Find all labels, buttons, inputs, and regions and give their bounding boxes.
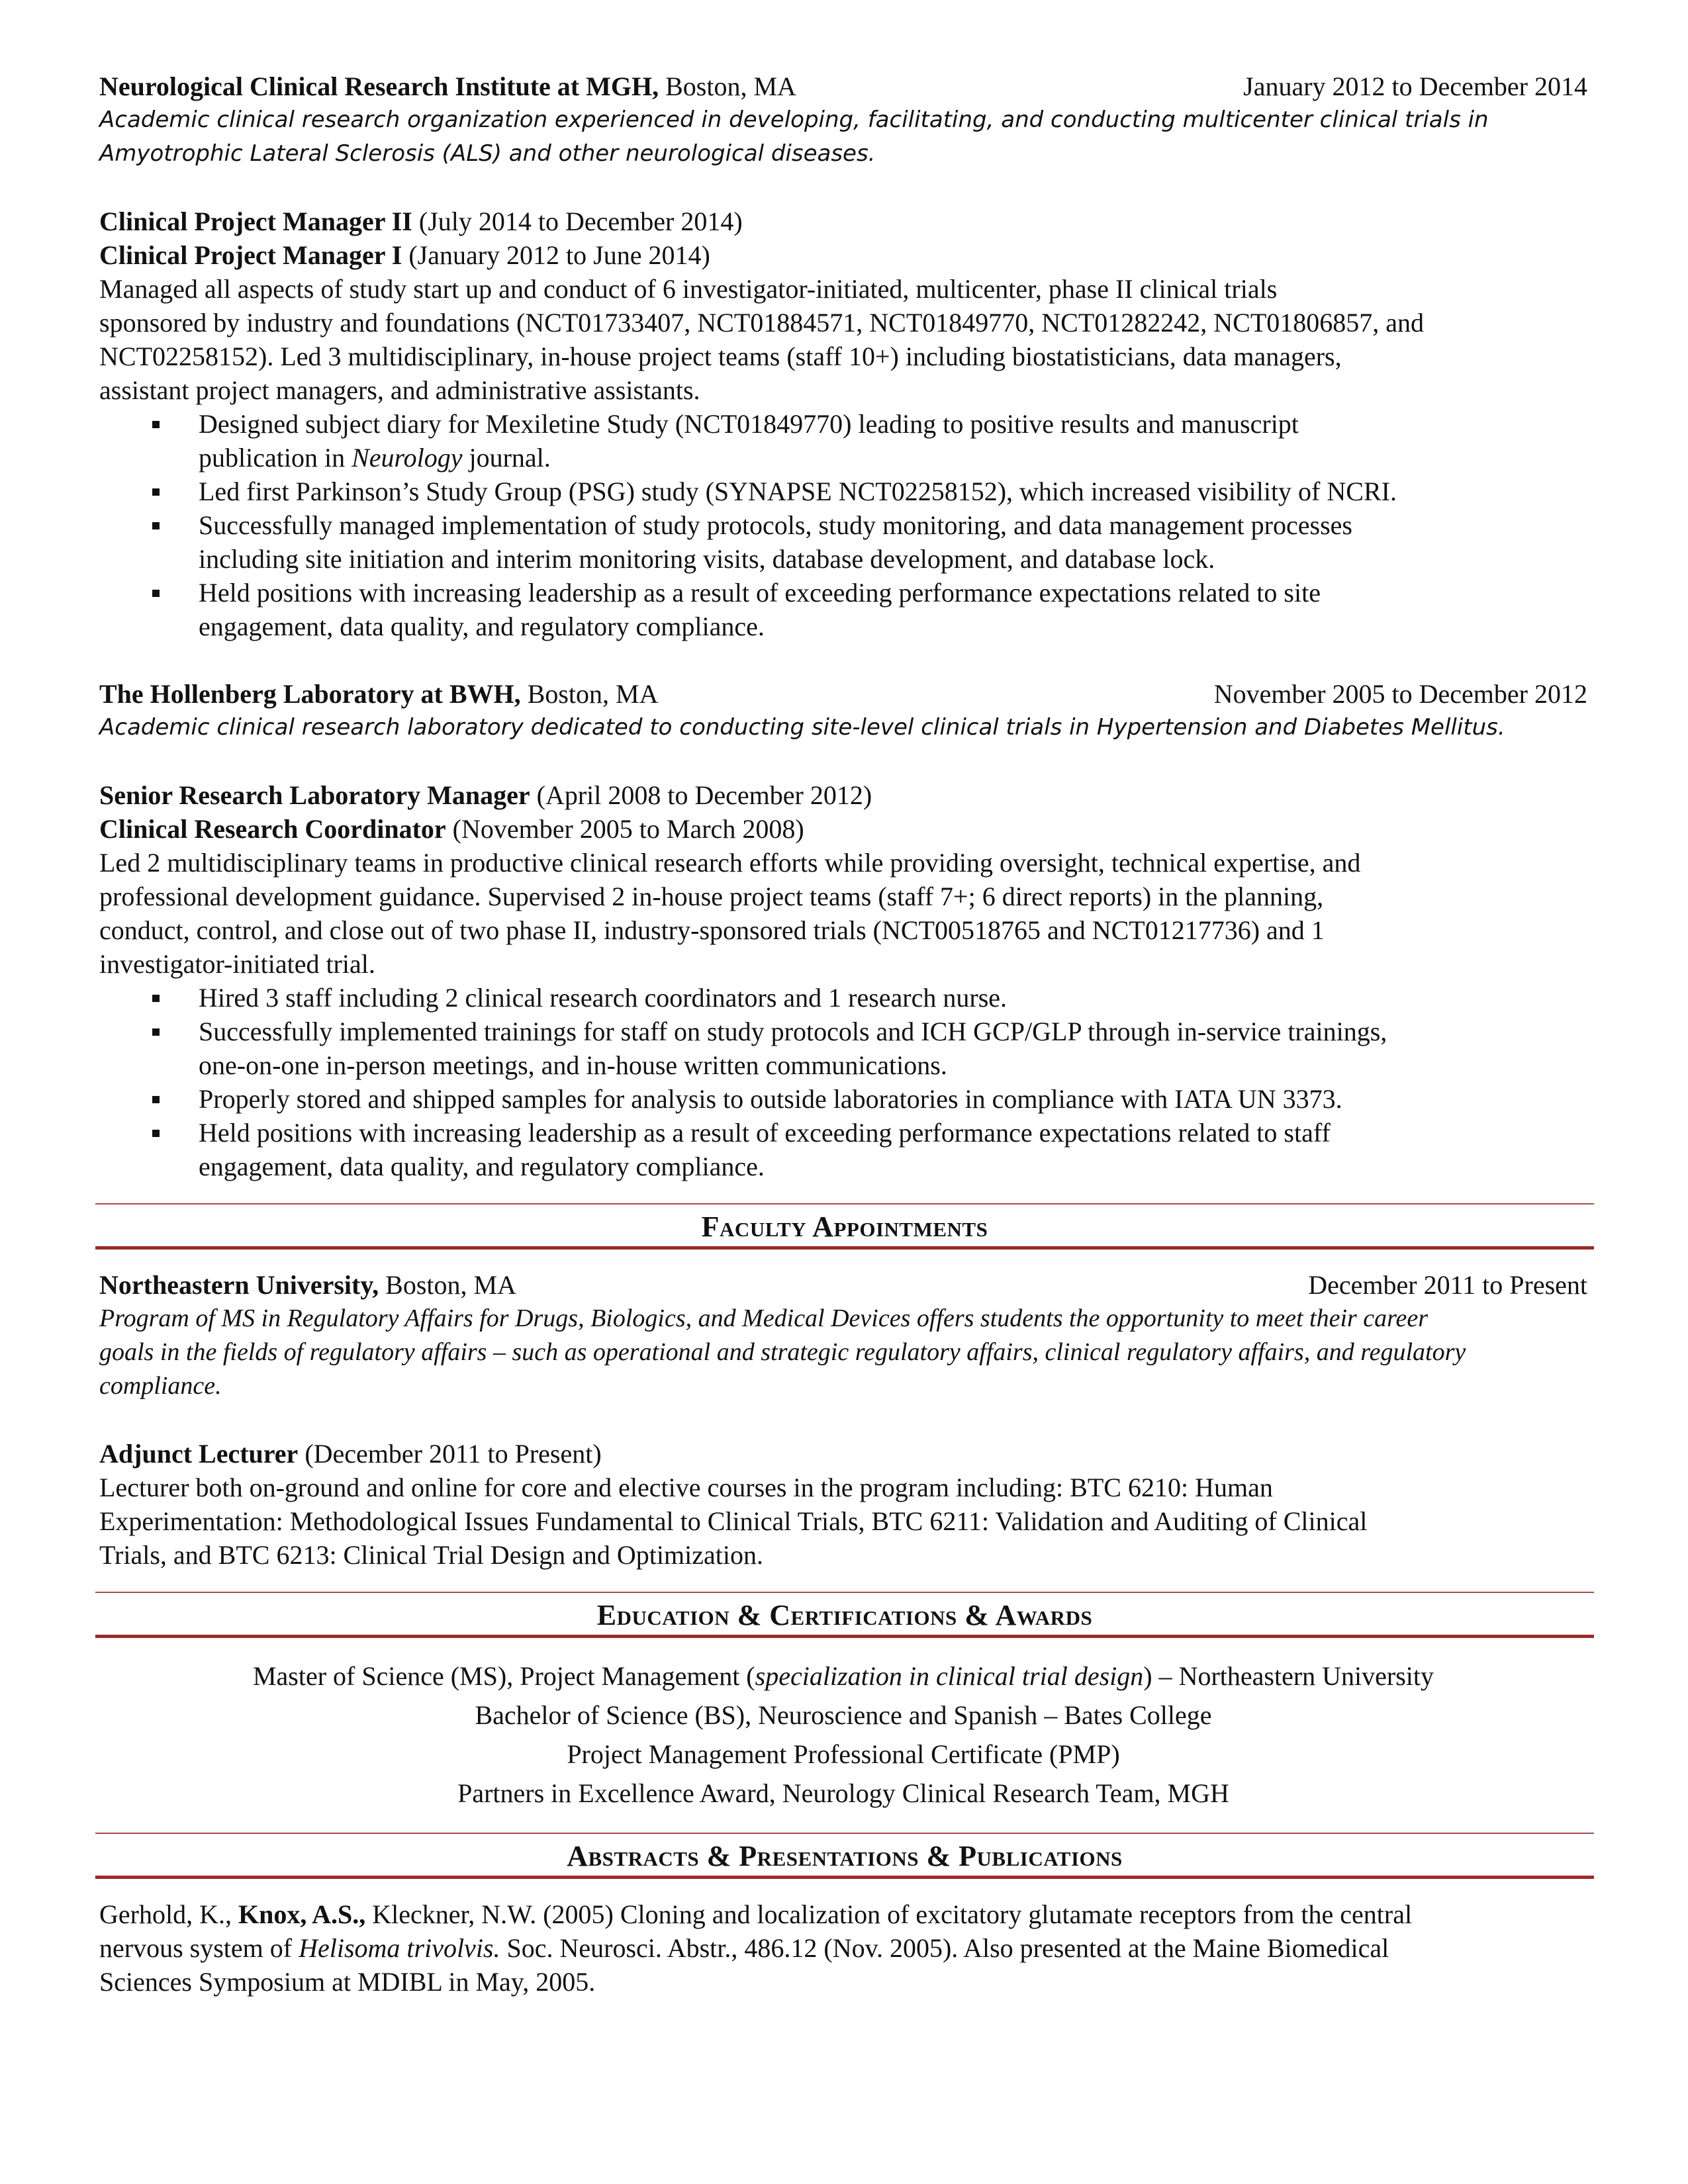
text: Gerhold, K., xyxy=(99,1899,238,1929)
ncri-role-2-dates: (January 2012 to June 2014) xyxy=(402,240,710,270)
publication-line-1 xyxy=(99,1897,1587,1931)
award-partners: Partners in Excellence Award, Neurology Clinical Research Team, MGH xyxy=(457,1778,1229,1808)
education-bs: Bachelor of Science (BS), Neuroscience and Spanish – Bates College xyxy=(475,1700,1212,1730)
hollenberg-org xyxy=(99,677,658,711)
northeastern-description-line: goals in the fields of regulatory affairs – such as operational and strategic regulatory affairs, clinical regulatory affairs, and regulatory xyxy=(99,1338,1466,1366)
hollenberg-role-1 xyxy=(99,778,1587,812)
ms-specialization: specialization in clinical trial design xyxy=(755,1661,1144,1691)
ncri-dates: January 2012 to December 2014 xyxy=(1243,71,1587,101)
ncri-bullet-1-line-2 xyxy=(199,441,1587,475)
ncri-location: Boston, MA xyxy=(659,71,796,101)
certification-pmp: Project Management Professional Certificate (PMP) xyxy=(567,1739,1120,1769)
hollenberg-summary-line: professional development guidance. Supervised 2 in-house project teams (staff 7+; 6 direct reports) in the planning, xyxy=(99,882,1324,911)
ncri-org xyxy=(99,69,796,103)
ncri-summary-line: assistant project managers, and administrative assistants. xyxy=(99,375,700,405)
hollenberg-bullet-4-line-2: engagement, data quality, and regulatory compliance. xyxy=(199,1152,765,1181)
ncri-description-1: Academic clinical research organization experienced in developing, facilitating, and conducting multicenter clinical trials in xyxy=(99,107,1489,133)
text: Soc. Neurosci. Abstr., 486.12 (Nov. 2005). Also presented at the Maine Biomedical xyxy=(500,1933,1389,1963)
hollenberg-location: Boston, MA xyxy=(520,679,659,709)
ncri-header xyxy=(99,69,1587,103)
text: Master of Science (MS), Project Management ( xyxy=(252,1661,755,1691)
ncri-bullet-2 xyxy=(199,475,1587,508)
hollenberg-dates: November 2005 to December 2012 xyxy=(1213,679,1587,709)
education-ms xyxy=(99,1657,1587,1696)
hollenberg-bullet-2 xyxy=(199,1015,1587,1082)
northeastern-description-line: compliance. xyxy=(99,1372,222,1400)
northeastern-description-line: Program of MS in Regulatory Affairs for Drugs, Biologics, and Medical Devices offers students the opportunity to meet their career xyxy=(99,1304,1429,1332)
publications-heading: Abstracts & Presentations & Publications xyxy=(95,1833,1594,1879)
hollenberg-role-1-dates: (April 2008 to December 2012) xyxy=(530,780,872,810)
northeastern-summary-line: Experimentation: Methodological Issues Fundamental to Clinical Trials, BTC 6211: Validation and Auditing of Clinical xyxy=(99,1506,1368,1536)
northeastern-summary-line: Trials, and BTC 6213: Clinical Trial Design and Optimization. xyxy=(99,1540,763,1570)
faculty-appointments-heading: Faculty Appointments xyxy=(95,1203,1594,1250)
northeastern-header xyxy=(99,1268,1587,1302)
education-heading: Education & Certifications & Awards xyxy=(95,1592,1594,1638)
ncri-description-2: Amyotrophic Lateral Sclerosis (ALS) and other neurological diseases. xyxy=(99,140,876,167)
text: Kleckner, N.W. (2005) Cloning and localization of excitatory glutamate receptors from the central xyxy=(365,1899,1413,1929)
education-list xyxy=(99,1657,1587,1813)
hollenberg-summary-line: Led 2 multidisciplinary teams in productive clinical research efforts while providing oversight, technical expertise, and xyxy=(99,848,1361,878)
northeastern-role-dates: (December 2011 to Present) xyxy=(298,1439,602,1469)
northeastern-role-title: Adjunct Lecturer xyxy=(99,1439,299,1469)
hollenberg-bullet-3 xyxy=(199,1082,1587,1116)
hollenberg-bullet-3-line-1: Properly stored and shipped samples for analysis to outside laboratories in compliance with IATA UN 3373. xyxy=(199,1084,1342,1114)
hollenberg-bullet-1 xyxy=(199,981,1587,1015)
hollenberg-description: Academic clinical research laboratory dedicated to conducting site-level clinical trials in Hypertension and Diabetes Mellitus. xyxy=(99,714,1505,741)
ncri-bullet-4 xyxy=(199,576,1587,643)
hollenberg-role-2 xyxy=(99,812,1587,846)
ncri-bullet-3-line-1: Successfully managed implementation of study protocols, study monitoring, and data management processes xyxy=(199,510,1352,540)
ncri-role-1-dates: (July 2014 to December 2014) xyxy=(412,206,743,236)
ncri-bullet-1-line-1: Designed subject diary for Mexiletine Study (NCT01849770) leading to positive results and manuscript xyxy=(199,409,1299,439)
author-highlight: Knox, A.S., xyxy=(238,1899,366,1929)
hollenberg-summary-line: conduct, control, and close out of two phase II, industry-sponsored trials (NCT00518765 and NCT01217736) and 1 xyxy=(99,915,1325,945)
hollenberg-bullet-2-line-2: one-on-one in-person meetings, and in-house written communications. xyxy=(199,1050,947,1080)
hollenberg-org-name: The Hollenberg Laboratory at BWH, xyxy=(99,679,521,709)
ncri-bullet-1 xyxy=(199,407,1587,475)
ncri-bullet-3 xyxy=(199,508,1587,576)
spacer xyxy=(99,1403,1587,1437)
ncri-bullet-3-line-2: including site initiation and interim monitoring visits, database development, and database lock. xyxy=(199,544,1215,574)
publication-line-2 xyxy=(99,1931,1587,1965)
northeastern-location: Boston, MA xyxy=(379,1270,516,1300)
text: nervous system of xyxy=(99,1933,299,1963)
northeastern-org-name: Northeastern University, xyxy=(99,1270,379,1300)
ncri-role-2 xyxy=(99,238,1587,272)
northeastern-org xyxy=(99,1268,516,1302)
ncri-summary-line: Managed all aspects of study start up and conduct of 6 investigator-initiated, multicenter, phase II clinical trials xyxy=(99,274,1278,304)
journal-name: Neurology xyxy=(352,443,463,473)
species-name: Helisoma trivolvis. xyxy=(299,1933,500,1963)
northeastern-role xyxy=(99,1437,1587,1471)
northeastern-dates: December 2011 to Present xyxy=(1308,1270,1587,1300)
publication-line-3: Sciences Symposium at MDIBL in May, 2005. xyxy=(99,1967,596,1997)
spacer xyxy=(99,643,1587,677)
ncri-role-2-title: Clinical Project Manager I xyxy=(99,240,402,270)
ncri-bullet-2-line-1: Led first Parkinson’s Study Group (PSG) study (SYNAPSE NCT02258152), which increased visibility of NCRI. xyxy=(199,477,1397,506)
ncri-role-1 xyxy=(99,205,1587,238)
text: ) – Northeastern University xyxy=(1143,1661,1434,1691)
ncri-role-1-title: Clinical Project Manager II xyxy=(99,206,412,236)
spacer xyxy=(99,171,1587,205)
hollenberg-role-1-title: Senior Research Laboratory Manager xyxy=(99,780,530,810)
ncri-bullet-4-line-2: engagement, data quality, and regulatory compliance. xyxy=(199,612,765,641)
hollenberg-bullet-2-line-1: Successfully implemented trainings for staff on study protocols and ICH GCP/GLP through in-service trainings, xyxy=(199,1017,1387,1046)
hollenberg-bullet-4-line-1: Held positions with increasing leadership as a result of exceeding performance expectations related to staff xyxy=(199,1118,1331,1148)
hollenberg-bullets xyxy=(99,981,1587,1183)
hollenberg-bullet-1-line-1: Hired 3 staff including 2 clinical research coordinators and 1 research nurse. xyxy=(199,983,1008,1013)
ncri-bullets xyxy=(99,407,1587,643)
hollenberg-role-2-title: Clinical Research Coordinator xyxy=(99,814,446,844)
hollenberg-role-2-dates: (November 2005 to March 2008) xyxy=(445,814,804,844)
spacer xyxy=(99,745,1587,778)
ncri-summary-line: NCT02258152). Led 3 multidisciplinary, in-house project teams (staff 10+) including biostatisticians, data managers, xyxy=(99,341,1342,371)
hollenberg-summary-line: investigator-initiated trial. xyxy=(99,949,375,979)
hollenberg-bullet-4 xyxy=(199,1116,1587,1183)
northeastern-summary-line: Lecturer both on-ground and online for core and elective courses in the program including: BTC 6210: Human xyxy=(99,1473,1273,1502)
ncri-summary-line: sponsored by industry and foundations (NCT01733407, NCT01884571, NCT01849770, NCT01282242, NCT01806857, and xyxy=(99,308,1425,338)
text: journal. xyxy=(462,443,551,473)
text: publication in xyxy=(199,443,352,473)
hollenberg-header xyxy=(99,677,1587,711)
ncri-org-name: Neurological Clinical Research Institute at MGH, xyxy=(99,71,659,101)
ncri-bullet-4-line-1: Held positions with increasing leadership as a result of exceeding performance expectations related to site xyxy=(199,578,1321,608)
